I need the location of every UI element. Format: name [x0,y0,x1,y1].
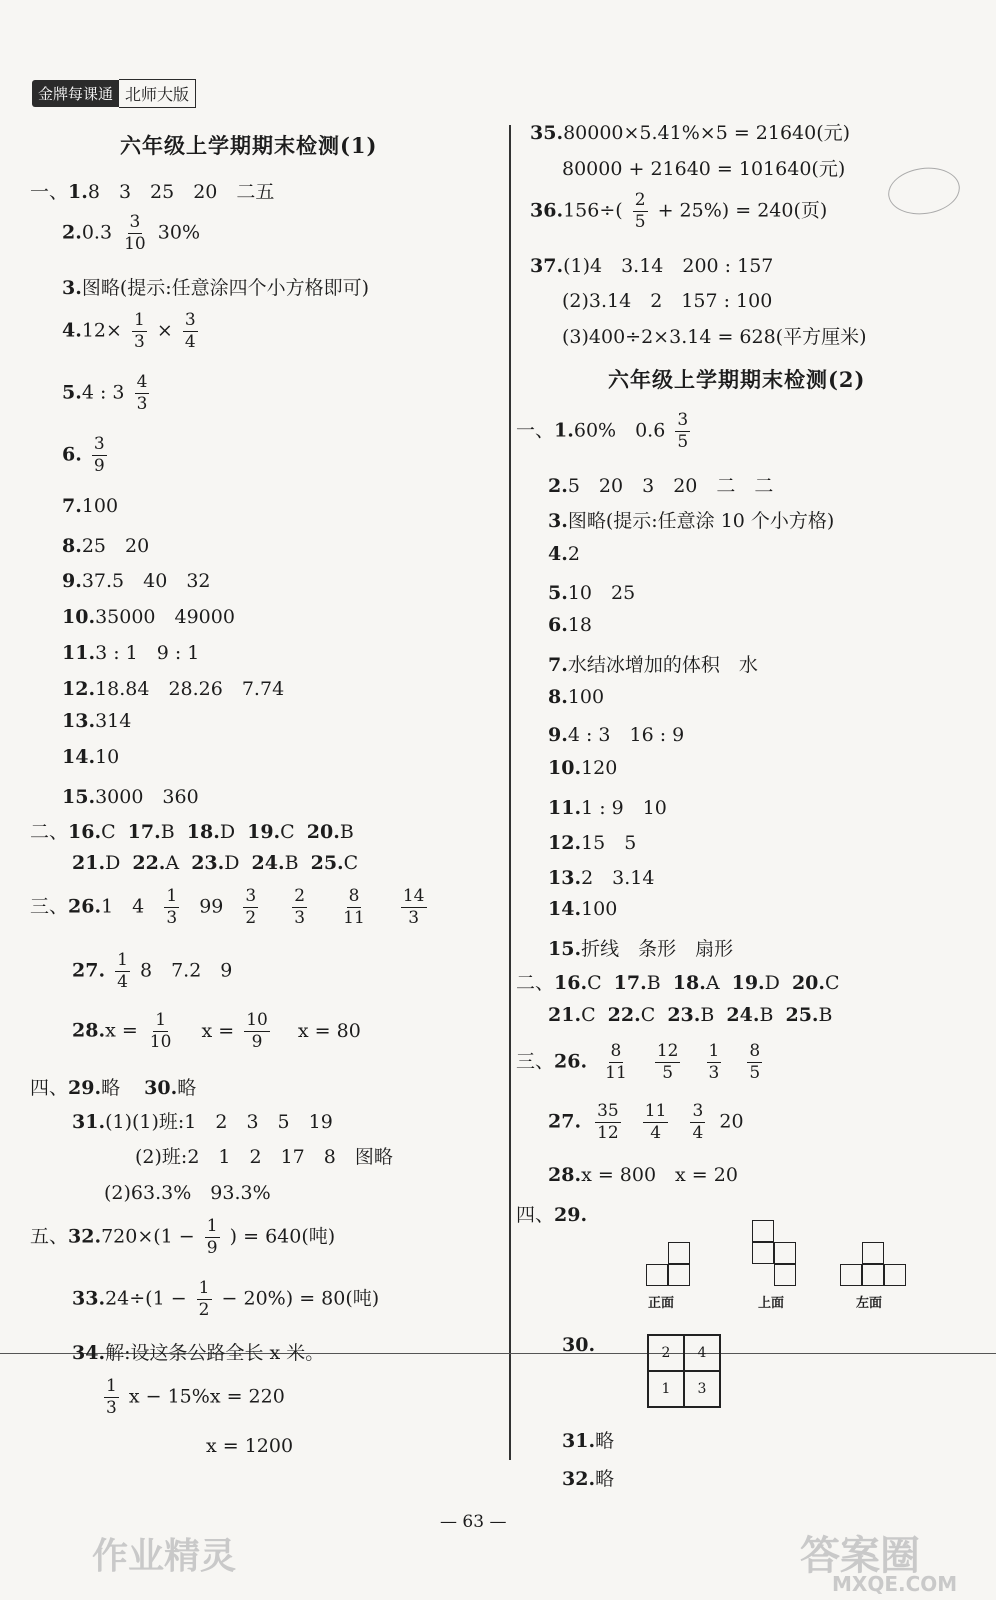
left-q34-eq1: $\frac{1}{3}$ x − 15%x = 220 [106,1376,285,1418]
right-q16-20: 二、16.C 17.B 18.A 19.D 20.C [516,972,840,994]
right-q36: 36.156÷( $\frac{2}{5}$ + 25%) = 240(页) [530,190,828,232]
right-q9: 9.4 : 3 16 : 9 [548,724,685,746]
right-q37-line2: (2)3.14 2 157 : 100 [562,290,773,312]
right-q31: 31.略 [562,1430,615,1452]
view-top-label: 上面 [758,1296,785,1311]
right-q2: 2.5 20 3 20 二 二 [548,475,774,497]
page-number: — 63 — [440,1512,507,1532]
grid-cell: 2 [648,1335,684,1371]
right-title: 六年级上学期期末检测(2) [608,367,866,392]
right-q28: 28.x = 800 x = 20 [548,1164,738,1186]
left-q4: 4.12× $\frac{1}{3}$ × $\frac{3}{4}$ [62,310,196,352]
left-q1: 一、1.8 3 25 20 二五 [30,181,275,203]
left-q9: 9.37.5 40 32 [62,570,211,592]
fraction: $\frac{3}{10}$ [124,212,146,254]
grid-cell: 3 [684,1371,720,1407]
edition-label: 北师大版 [119,79,196,108]
right-q11: 11.1 : 9 10 [548,797,667,819]
number-grid [647,1334,721,1408]
fraction: $\frac{11}{4}$ [644,1101,667,1143]
right-q32: 32.略 [562,1468,615,1490]
left-q31-line3: (2)63.3% 93.3% [104,1182,271,1204]
left-q3: 3.图略(提示:任意涂四个小方格即可) [62,277,370,299]
left-q2: 2.0.3 $\frac{3}{10}$ 30% [62,212,201,254]
left-q11: 11.3 : 1 9 : 1 [62,642,200,664]
left-q32: 五、32.720×(1 − $\frac{1}{9}$ ) = 640(吨) [30,1216,336,1258]
fraction: $\frac{1}{3}$ [166,886,178,928]
brand-label: 金牌每课通 [32,80,119,107]
right-q1: 一、1.60% 0.6 $\frac{3}{5}$ [516,410,689,452]
fraction: $\frac{3}{2}$ [245,886,257,928]
left-q10: 10.35000 49000 [62,606,235,628]
left-q16-20: 二、16.C 17.B 18.D 19.C 20.B [30,821,354,843]
left-q33: 33.24÷(1 − $\frac{1}{2}$ − 20%) = 80(吨) [72,1278,380,1320]
fraction: $\frac{8}{5}$ [749,1041,761,1083]
fraction: $\frac{3}{5}$ [677,410,689,452]
left-q5: 5.4 : 3 $\frac{4}{3}$ [62,372,148,414]
right-q3: 3.图略(提示:任意涂 10 个小方格) [548,510,835,532]
left-q28: 28.x = $\frac{1}{10}$ x = $\frac{10}{9}$ x = 80 [72,1010,361,1052]
left-q34-eq2: x = 1200 [206,1435,294,1457]
right-q13: 13.2 3.14 [548,867,655,889]
right-q35-line2: 80000 + 21640 = 101640(元) [562,158,846,180]
fraction: $\frac{2}{3}$ [294,886,306,928]
right-q15: 15.折线 条形 扇形 [548,938,734,960]
right-q30: 30. [562,1334,596,1356]
watermark-left: 作业精灵 [92,1536,237,1577]
fraction: $\frac{3}{4}$ [692,1101,704,1143]
left-q13: 13.314 [62,710,132,732]
header-badge [32,80,196,106]
left-q34: 34.解:设这条公路全长 x 米。 [72,1342,325,1364]
left-q31-line1: 31.(1)(1)班:1 2 3 5 19 [72,1111,333,1133]
grid-cell: 1 [648,1371,684,1407]
right-q8: 8.100 [548,686,605,708]
grid-cell: 4 [684,1335,720,1371]
right-q4: 4.2 [548,543,580,565]
fraction: $\frac{3}{9}$ [93,434,105,476]
left-title: 六年级上学期期末检测(1) [120,133,378,158]
fraction: $\frac{1}{3}$ [106,1376,117,1418]
stamp-image [885,163,963,219]
column-divider [509,125,511,1460]
fraction: $\frac{1}{3}$ [134,310,145,352]
fraction: $\frac{3}{4}$ [184,310,196,352]
watermark-right: 答案圈 [800,1533,920,1579]
fraction: $\frac{8}{11}$ [343,886,365,928]
left-q8: 8.25 20 [62,535,150,557]
fraction: $\frac{1}{2}$ [198,1278,210,1320]
right-q29: 四、29. [516,1204,588,1226]
fraction: $\frac{1}{3}$ [708,1041,720,1083]
right-q6: 6.18 [548,614,593,636]
left-q6: 6. $\frac{3}{9}$ [62,434,105,476]
fraction: $\frac{1}{10}$ [149,1010,172,1052]
fraction: $\frac{4}{3}$ [136,372,148,414]
watermark-url: MXQE.COM [832,1572,958,1596]
right-q5: 5.10 25 [548,582,636,604]
view-front-label: 正面 [648,1296,675,1311]
left-q27: 27. $\frac{1}{4}$ 8 7.2 9 [72,950,233,992]
right-q26: 三、26. $\frac{8}{11}$ $\frac{12}{5}$ $\frac{1}{3}$ $\frac{8}{5}$ [516,1041,761,1083]
fraction: $\frac{10}{9}$ [246,1010,268,1052]
right-q21-25: 21.C 22.C 23.B 24.B 25.B [548,1004,833,1026]
fraction: $\frac{8}{11}$ [605,1041,627,1083]
left-q14: 14.10 [62,746,120,768]
fraction: $\frac{14}{3}$ [402,886,425,928]
right-q37-line3: (3)400÷2×3.14 = 628(平方厘米) [562,326,867,348]
right-q35-line1: 35.80000×5.41%×5 = 21640(元) [530,122,851,144]
left-q21-25: 21.D 22.A 23.D 24.B 25.C [72,852,359,874]
fraction: $\frac{35}{12}$ [597,1101,619,1143]
left-q12: 12.18.84 28.26 7.74 [62,678,285,700]
right-q37-line1: 37.(1)4 3.14 200 : 157 [530,255,774,277]
left-q31-line2: (2)班:2 1 2 17 8 图略 [135,1146,393,1168]
left-q15: 15.3000 360 [62,786,199,808]
right-q14: 14.100 [548,898,618,920]
left-q29-30: 四、29.略 30.略 [30,1077,197,1099]
right-q27: 27. $\frac{35}{12}$ $\frac{11}{4}$ $\frac{3}{4}$ 20 [548,1101,744,1143]
left-q26: 三、26.1 4 $\frac{1}{3}$ 99 $\frac{3}{2}$ $\frac{2}{3}$ $\frac{8}{11}$ $\frac{14}{3}$ [30,886,425,928]
view-left-label: 左面 [856,1296,883,1311]
right-q7: 7.水结冰增加的体积 水 [548,654,758,676]
fraction: $\frac{1}{9}$ [206,1216,218,1258]
fraction: $\frac{12}{5}$ [656,1041,679,1083]
fraction: $\frac{2}{5}$ [634,190,646,232]
right-q12: 12.15 5 [548,832,637,854]
right-q10: 10.120 [548,757,618,779]
fraction: $\frac{1}{4}$ [117,950,128,992]
left-q7: 7.100 [62,495,119,517]
